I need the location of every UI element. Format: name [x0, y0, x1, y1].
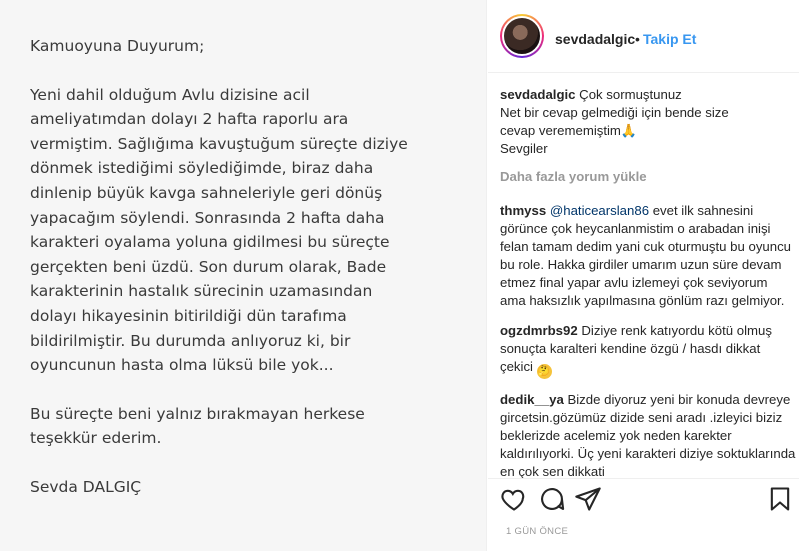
note-paragraph — [30, 402, 470, 451]
note-line: Yeni dahil olduğum Avlu dizisine acil — [30, 85, 310, 104]
bookmark-icon[interactable] — [766, 485, 794, 513]
announcement-note — [30, 34, 470, 524]
note-line: karakterinin hastalık sürecinin uzamasından — [30, 282, 373, 301]
heart-icon[interactable] — [500, 485, 528, 513]
caption-line-1: Çok sormuştunuz — [579, 87, 682, 102]
comment-text: evet ilk sahnesini görünce çok heycanlanmistim o arabadan inişi felan tamam dedim yani cuk oturmuştu bu oyuncu bu role. Hakka girdiler umarım uzun süre devam etmez final yapar avlu izlemeyi çok seviyorum ama haksızlık yapılmasına gönlüm razı gelmiyor. — [500, 203, 792, 308]
pray-emoji-icon: 🙏 — [620, 123, 638, 138]
post-header — [488, 0, 799, 73]
separator-dot: • — [635, 31, 640, 47]
comment-username[interactable]: ogzdmrbs92 — [500, 323, 578, 338]
action-bar — [488, 478, 799, 518]
caption-signoff: Sevgiler — [500, 141, 548, 156]
share-icon[interactable] — [574, 485, 602, 513]
comment-icon[interactable] — [538, 485, 566, 513]
note-line: oyuncunun hasta olma lüksü bile yok... — [30, 356, 334, 375]
caption — [500, 86, 796, 158]
comment-item — [500, 391, 796, 478]
post-timestamp: 1 GÜN ÖNCE — [506, 526, 569, 537]
comment-item — [500, 322, 796, 379]
comment-mention[interactable]: @haticearslan86 — [549, 203, 650, 218]
caption-line-2: Net bir cevap gelmediği için bende size — [500, 105, 729, 120]
note-line: yapacağım söylendi. Sonrasında 2 hafta daha — [30, 208, 385, 227]
caption-username[interactable]: sevdadalgic — [500, 87, 576, 102]
note-paragraph — [30, 34, 470, 59]
follow-button[interactable]: Takip Et — [643, 31, 697, 47]
note-line: teşekkür ederim. — [30, 429, 162, 448]
note-line: Bu süreçte beni yalnız bırakmayan herkese — [30, 404, 365, 423]
note-line: gerçekten beni üzdü. Son durum olarak, Bade — [30, 257, 387, 276]
avatar[interactable] — [502, 16, 542, 56]
comments-list[interactable] — [500, 86, 796, 478]
note-line: dönmek istediğimi söylediğimde, biraz daha — [30, 159, 374, 178]
note-line: Sevda DALGIÇ — [30, 477, 142, 496]
note-paragraph — [30, 475, 470, 500]
load-more-comments-button[interactable]: Daha fazla yorum yükle — [500, 169, 647, 184]
comment-username[interactable]: thmyss — [500, 203, 547, 218]
comment-username[interactable]: dedik__ya — [500, 392, 564, 407]
note-paragraph — [30, 83, 470, 378]
comment-item — [500, 202, 796, 310]
thinking-emoji-icon: 🤔 — [537, 366, 551, 377]
caption-line-3: cevap verememiştim — [500, 123, 621, 138]
note-line: vermiştim. Sağlığıma kavuştuğum süreçte diziye — [30, 134, 408, 153]
note-line: dinlenip büyük kavga sahneleriyle geri dönüş — [30, 183, 383, 202]
comment-text: Diziye renk katıyordu kötü olmuş sonuçta karalteri kendine özgü / hasdı dikkat çekici — [500, 323, 772, 374]
note-line: Kamuoyuna Duyurum; — [30, 37, 205, 55]
note-line: ameliyatımdan dolayı 2 hafta raporlu ara — [30, 110, 349, 129]
note-line: karakteri oyalama yoluna gidilmesi bu süreçte — [30, 233, 390, 252]
story-ring[interactable] — [500, 14, 544, 58]
header-username[interactable]: sevdadalgic — [555, 31, 636, 47]
comment-text: Bizde diyoruz yeni bir konuda devreye gircetsin.gözümüz dizide seni aradı .izleyici biziz beklerizde acelemiz yok neden karekter kaldırılıyorki. Üç yeni karakteri diziye soktuklarında en çok sen dikkati — [500, 392, 796, 478]
post-sidebar — [488, 0, 799, 551]
note-line: dolayı hikayesinin bitirildiği dün tarafıma — [30, 306, 347, 325]
note-line: bildirilmiştir. Bu durumda anlıyoruz ki, bir — [30, 331, 351, 350]
